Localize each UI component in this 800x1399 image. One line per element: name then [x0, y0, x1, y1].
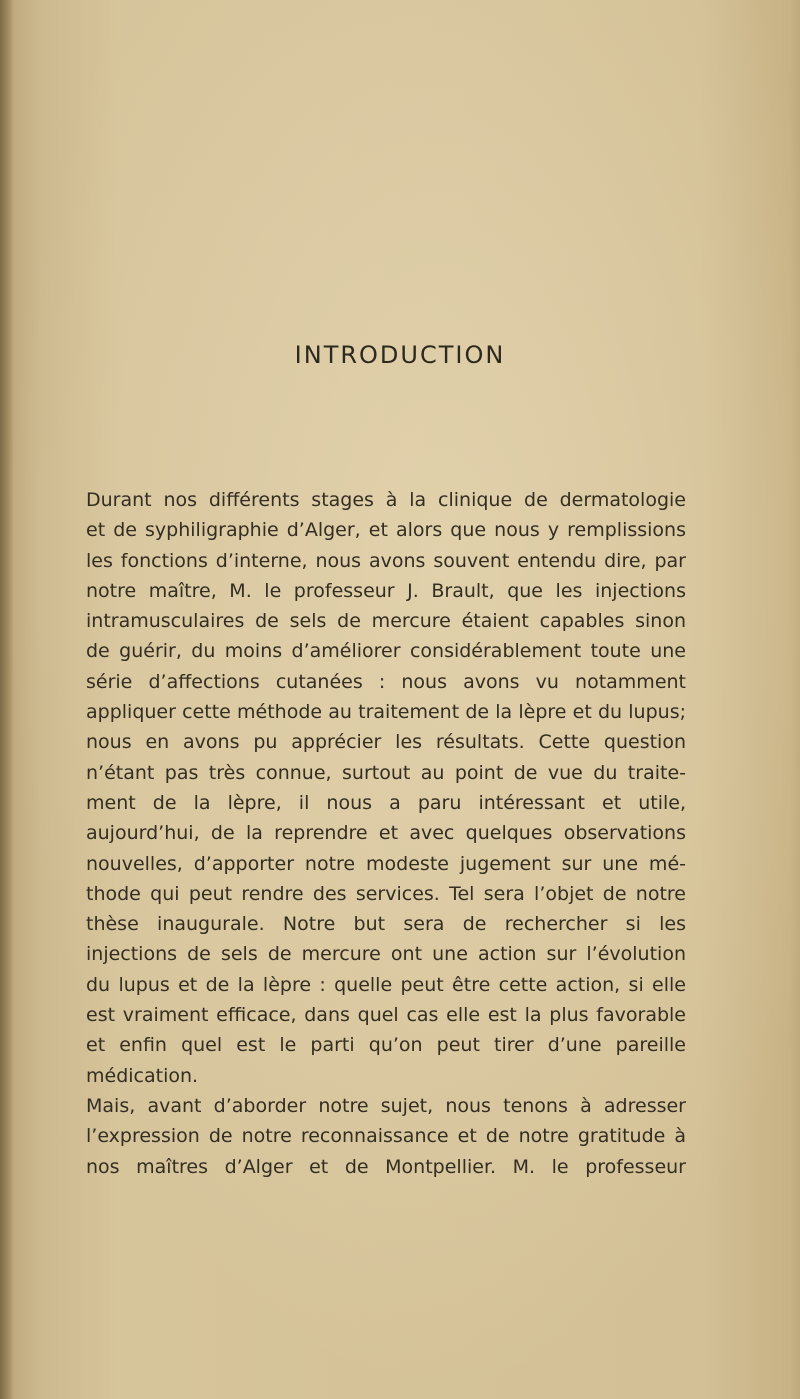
text-line: thode qui peut rendre des services. Tel sera l’objet de notre [86, 882, 686, 905]
text-line: n’étant pas très connue, surtout au point de vue du traite- [86, 761, 686, 784]
text-line: injections de sels de mercure ont une action sur l’évolution [86, 943, 686, 966]
text-line: les fonctions d’interne, nous avons souvent entendu dire, par [86, 549, 686, 572]
text-line: Durant nos différents stages à la clinique de dermatologie [86, 489, 686, 511]
text-line: nouvelles, d’apporter notre modeste jugement sur une mé- [86, 852, 686, 875]
text-line: notre maître, M. le professeur J. Brault, que les injections [86, 579, 686, 602]
text-line: et de syphiligraphie d’Alger, et alors que nous y remplissions [86, 519, 686, 542]
page-title: INTRODUCTION [294, 341, 506, 369]
text-line: nos maîtres d’Alger et de Montpellier. M. le professeur [86, 1155, 686, 1178]
text-line: thèse inaugurale. Notre but sera de rechercher si les [86, 913, 686, 936]
text-line: nous en avons pu apprécier les résultats. Cette question [86, 731, 686, 754]
text-line: ment de la lèpre, il nous a paru intéressant et utile, [86, 791, 686, 814]
text-line: et enfin quel est le parti qu’on peut tirer d’une pareille [86, 1034, 686, 1057]
body-text [86, 485, 686, 1182]
text-line: Mais, avant d’aborder notre sujet, nous tenons à adresser [86, 1094, 686, 1117]
text-line: est vraiment efficace, dans quel cas elle est la plus favorable [86, 1004, 686, 1027]
text-line: du lupus et de la lèpre : quelle peut être cette action, si elle [86, 973, 686, 996]
text-line: série d’affections cutanées : nous avons vu notamment [86, 670, 686, 693]
text-line: intramusculaires de sels de mercure étaient capables sinon [86, 610, 686, 633]
text-line: aujourd’hui, de la reprendre et avec quelques observations [86, 822, 686, 845]
text-line: médication. [86, 1064, 199, 1087]
text-line: l’expression de notre reconnaissance et de notre gratitude à [86, 1125, 686, 1148]
book-spine-shadow [0, 0, 14, 1399]
text-line: de guérir, du moins d’améliorer considérablement toute une [86, 640, 686, 663]
text-line: appliquer cette méthode au traitement de la lèpre et du lupus; [86, 701, 686, 724]
